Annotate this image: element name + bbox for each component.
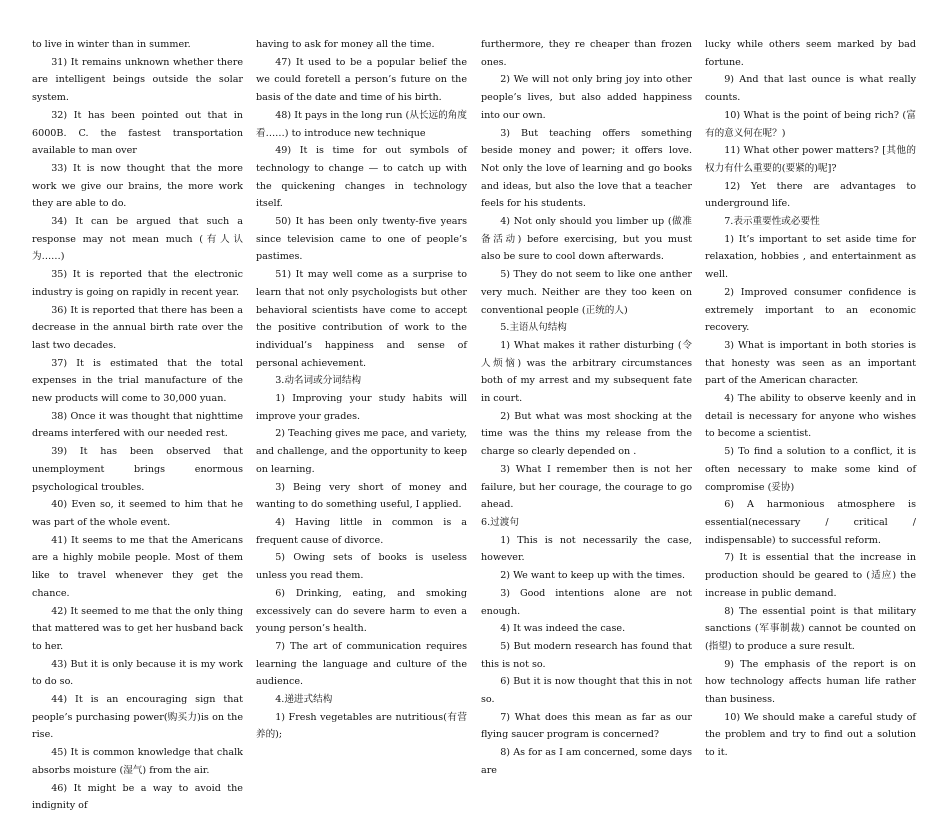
- paragraph: 4.递进式结构: [275, 694, 333, 706]
- paragraph: 6) But it is now thought that this in not so.: [481, 676, 692, 706]
- paragraph: 4) The ability to observe keenly and in detail is necessary for anyone who wishes to become a scientist.: [705, 393, 916, 440]
- paragraph: 2) We want to keep up with the times.: [500, 570, 686, 582]
- paragraph: 5) They do not seem to like one anther very much. Neither are they too keen on conventional people (正统的人): [481, 269, 692, 316]
- paragraph: 6.过渡句: [481, 516, 519, 528]
- paragraph: 35) It is reported that the electronic industry is going on rapidly in recent year.: [32, 269, 243, 298]
- paragraph: 4) Having little in common is a frequent cause of divorce.: [256, 516, 467, 546]
- paragraph: 2) Improved consumer confidence is extremely important to an economic recovery.: [705, 286, 916, 334]
- paragraph: having to ask for money all the time.: [256, 39, 435, 50]
- paragraph: 33) It is now thought that the more work we give our brains, the more work they are able to do.: [32, 162, 243, 210]
- paragraph: 12) Yet there are advantages to underground life.: [705, 180, 916, 210]
- paragraph: 5) But modern research has found that this is not so.: [481, 640, 692, 670]
- paragraph: furthermore, they re cheaper than frozen ones.: [481, 39, 692, 68]
- paragraph: 3) What I remember then is not her failure, but her courage, the courage to go ahead.: [481, 463, 692, 511]
- paragraph: 1) Fresh vegetables are nutritious(有营养的);: [256, 711, 467, 741]
- text-column-4: [705, 36, 916, 762]
- paragraph: 8) The essential point is that military sanctions (军事制裁) cannot be counted on (指望) to produce a sure result.: [705, 605, 916, 652]
- paragraph: 3) But teaching offers something beside money and power; it offers love. Not only the love of learning and go books and ideas, but also the love that a teacher feels for his students.: [481, 127, 692, 210]
- paragraph: 1) It’s important to set aside time for relaxation, hobbies , and entertainment as well.: [705, 233, 916, 281]
- paragraph: 7.表示重要性或必要性: [724, 216, 820, 228]
- paragraph: 1) Improving your study habits will improve your grades.: [256, 393, 467, 422]
- paragraph: 3.动名词或分词结构: [275, 375, 362, 387]
- paragraph: 5.主语从句结构: [500, 322, 567, 334]
- paragraph: 6) Drinking, eating, and smoking excessively can do severe harm to even a young person’s health.: [256, 587, 467, 635]
- paragraph: 4) Not only should you limber up (做准备活动) before exercising, but you must also be sure to cool down afterwards.: [481, 216, 692, 263]
- paragraph: 4) It was indeed the case.: [500, 623, 626, 635]
- paragraph: 2) Teaching gives me pace, and variety, and challenge, and the opportunity to keep on learning.: [256, 428, 467, 475]
- paragraph: 38) Once it was thought that nighttime dreams interfered with our needed rest.: [32, 410, 243, 440]
- paragraph: 7) What does this mean as far as our flying saucer program is concerned?: [481, 711, 692, 741]
- paragraph: 5) To find a solution to a conflict, it is often necessary to make some kind of compromise (妥协): [705, 446, 916, 493]
- paragraph: 49) It is time for out symbols of technology to change — to catch up with the quickening changes in technology itself.: [256, 145, 467, 210]
- paragraph: lucky while others seem marked by bad fortune.: [705, 39, 916, 68]
- paragraph: 10) We should make a careful study of the problem and try to find out a solution to it.: [705, 711, 916, 759]
- paragraph: 39) It has been observed that unemployment brings enormous psychological troubles.: [32, 446, 243, 493]
- paragraph: 32) It has been pointed out that in 6000B. C. the fastest transportation available to man over: [32, 109, 243, 157]
- paragraph: 45) It is common knowledge that chalk absorbs moisture (湿气) from the air.: [32, 747, 243, 776]
- paragraph: 47) It used to be a popular belief the we could foretell a person’s future on the basis of the date and time of his birth.: [256, 56, 467, 104]
- paragraph: 34) It can be argued that such a response may not mean much (有人认为……): [32, 216, 243, 263]
- paragraph: 9) And that last ounce is what really counts.: [705, 74, 916, 104]
- text-column-3: [481, 36, 692, 780]
- paragraph: 1) What makes it rather disturbing (令人烦恼) was the arbitrary circumstances both of my arrest and my subsequent fate in court.: [481, 339, 692, 405]
- paragraph: 10) What is the point of being rich? (富有的意义何在呢？): [705, 109, 916, 139]
- text-column-2: [256, 36, 467, 744]
- paragraph: 9) The emphasis of the report is on how technology affects human life rather than business.: [705, 658, 916, 706]
- paragraph: 3) What is important in both stories is that honesty was seen as an important part of the American character.: [705, 339, 916, 387]
- paragraph: to live in winter than in summer.: [32, 39, 191, 50]
- paragraph: 7) It is essential that the increase in production should be geared to (适应) the increase in public demand.: [705, 552, 916, 599]
- paragraph: 8) As for as I am concerned, some days are: [481, 747, 692, 776]
- paragraph: 5) Owing sets of books is useless unless you read them.: [256, 552, 467, 582]
- paragraph: 3) Good intentions alone are not enough.: [481, 587, 692, 617]
- paragraph: 11) What other power matters? [其他的权力有什么重要的(要紧的)呢]?: [705, 145, 916, 174]
- paragraph: 31) It remains unknown whether there are intelligent beings outside the solar system.: [32, 56, 243, 104]
- paragraph: 44) It is an encouraging sign that people’s purchasing power(购买力)is on the rise.: [32, 694, 243, 741]
- paragraph: 43) But it is only because it is my work to do so.: [32, 658, 243, 688]
- paragraph: 2) But what was most shocking at the time was the thins my release from the charge so clearly depended on .: [481, 410, 692, 458]
- paragraph: 3) Being very short of money and wanting to do something useful, I applied.: [256, 481, 467, 511]
- paragraph: 48) It pays in the long run (从长远的角度看……) to introduce new technique: [256, 109, 467, 139]
- paragraph: 46) It might be a way to avoid the indignity of: [32, 782, 243, 812]
- paragraph: 41) It seems to me that the Americans are a highly mobile people. Most of them like to travel whenever they get the chance.: [32, 534, 243, 599]
- paragraph: 36) It is reported that there has been a decrease in the annual birth rate over the last two decades.: [32, 304, 243, 351]
- paragraph: 2) We will not only bring joy into other people’s lives, but also added happiness into our own.: [481, 74, 692, 121]
- paragraph: 42) It seemed to me that the only thing that mattered was to get her husband back to her.: [32, 605, 243, 652]
- text-column-1: [32, 36, 243, 815]
- paragraph: 50) It has been only twenty-five years since television came to one of people’s pastimes.: [256, 216, 467, 263]
- paragraph: 40) Even so, it seemed to him that he was part of the whole event.: [32, 499, 243, 528]
- paragraph: 51) It may well come as a surprise to learn that not only psychologists but other behavioral scientists have come to accept the positive contribution of work to the individual’s happiness and sense of personal achievement.: [256, 269, 467, 369]
- paragraph: 1) This is not necessarily the case, however.: [481, 534, 692, 564]
- paragraph: 37) It is estimated that the total expenses in the trial manufacture of the new products will come to 30,000 yuan.: [32, 357, 243, 405]
- paragraph: 6) A harmonious atmosphere is essential(necessary / critical / indispensable) to successful reform.: [705, 499, 916, 546]
- paragraph: 7) The art of communication requires learning the language and culture of the audience.: [256, 640, 467, 688]
